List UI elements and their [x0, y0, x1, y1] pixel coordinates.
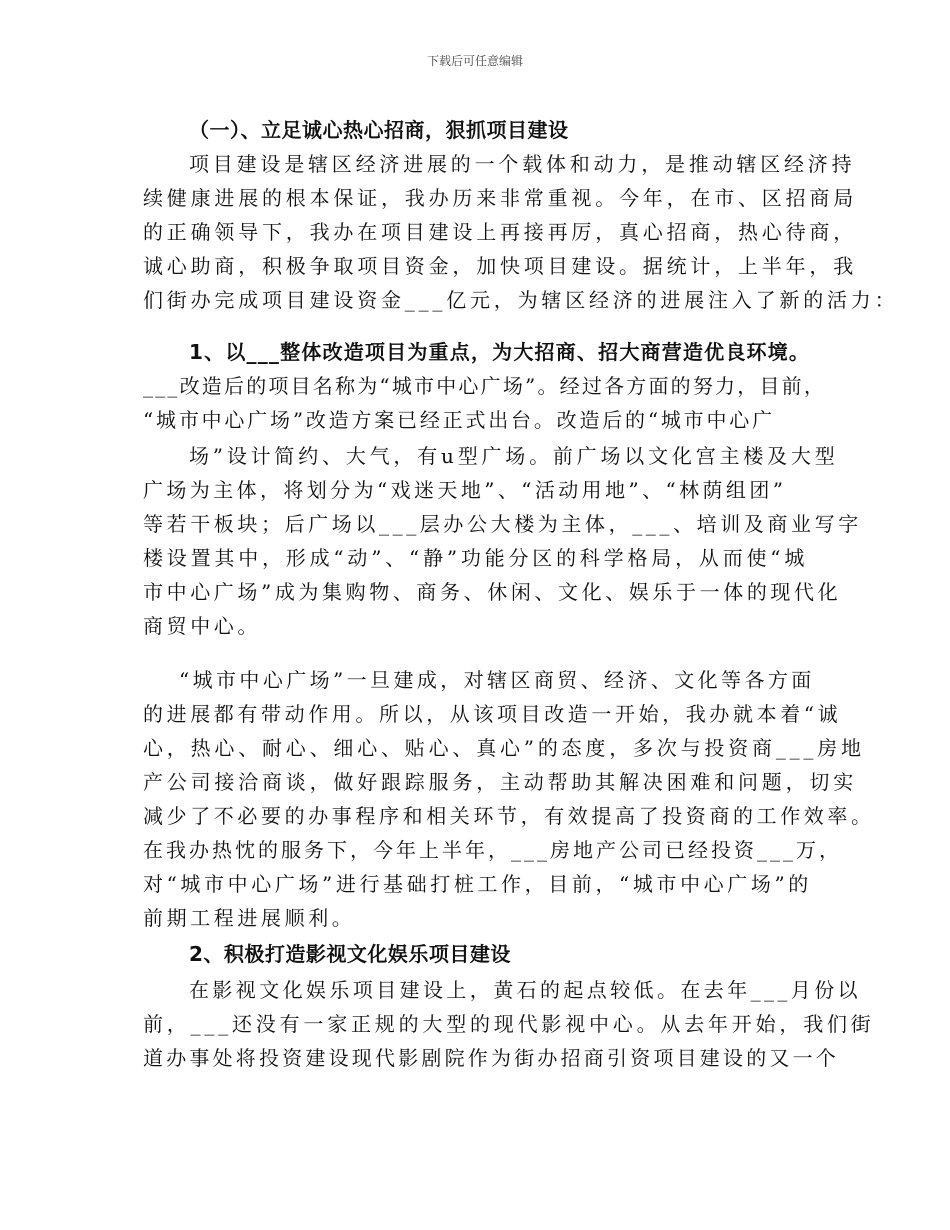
paragraph-line: 们街办完成项目建设资金___亿元，为辖区经济的进展注入了新的活力：	[143, 288, 899, 312]
subheading-1: 1、以___整体改造项目为重点，为大招商、招大商营造优良环境。	[189, 340, 811, 364]
paragraph-line: 项目建设是辖区经济进展的一个载体和动力，是推动辖区经济持	[189, 152, 856, 176]
paragraph-line: 广场为主体，将划分为“戏迷天地”、“活动用地”、“林荫组团”	[143, 478, 787, 502]
paragraph-line: ___改造后的项目名称为“城市中心广场”。经过各方面的努力，目前，	[143, 374, 827, 398]
paragraph-line: 商贸中心。	[143, 614, 261, 638]
page-header-note: 下载后可任意编辑	[426, 54, 523, 68]
paragraph-line: 心，热心、耐心、细心、贴心、真心”的态度，多次与投资商___房地	[143, 736, 865, 760]
paragraph-line: 产公司接洽商谈，做好跟踪服务，主动帮助其解决困难和问题，切实	[143, 770, 857, 794]
paragraph-line: 减少了不必要的办事程序和相关环节，有效提高了投资商的工作效率。	[143, 804, 875, 828]
paragraph-line: 在我办热忱的服务下，今年上半年，___房地产公司已经投资___万，	[143, 838, 842, 862]
paragraph-line: 在影视文化娱乐项目建设上，黄石的起点较低。在去年___月份以	[189, 978, 861, 1002]
paragraph-line: 楼设置其中，形成“动”、“静”功能分区的科学格局，从而使“城	[143, 546, 809, 570]
paragraph-line: 等若干板块；后广场以___层办公大楼为主体，___、培训及商业写字	[143, 512, 862, 536]
paragraph-line: 市中心广场”成为集购物、商务、休闲、文化、娱乐于一体的现代化	[143, 580, 842, 604]
paragraph-line: 前，___还没有一家正规的大型的现代影视中心。从去年开始，我们街	[143, 1012, 875, 1036]
paragraph-line: “城市中心广场”改造方案已经正式出台。改造后的“城市中心广	[143, 408, 775, 432]
paragraph-line: 续健康进展的根本保证，我办历来非常重视。今年，在市、区招商局	[143, 186, 857, 210]
section-heading: （一）、立足诚心热心招商，狠抓项目建设	[189, 118, 569, 142]
paragraph-line: 前期工程进展顺利。	[143, 906, 356, 930]
paragraph-line: 道办事处将投资建设现代影剧院作为街办招商引资项目建设的又一个	[143, 1046, 839, 1070]
paragraph-line: 的正确领导下，我办在项目建设上再接再厉，真心招商，热心待商，	[143, 220, 857, 244]
paragraph-line: 的进展都有带动作用。所以，从该项目改造一开始，我办就本着“诚	[143, 702, 842, 726]
paragraph-line: “城市中心广场”一旦建成，对辖区商贸、经济、文化等各方面	[179, 668, 815, 692]
paragraph-line: 场”设计简约、大气，有u型广场。前广场以文化宫主楼及大型	[189, 444, 839, 468]
subheading-2: 2、积极打造影视文化娱乐项目建设	[189, 942, 511, 966]
paragraph-line: 诚心助商，积极争取项目资金，加快项目建设。据统计，上半年，我	[143, 254, 857, 278]
paragraph-line: 对“城市中心广场”进行基础打桩工作，目前，“城市中心广场”的	[143, 872, 812, 896]
